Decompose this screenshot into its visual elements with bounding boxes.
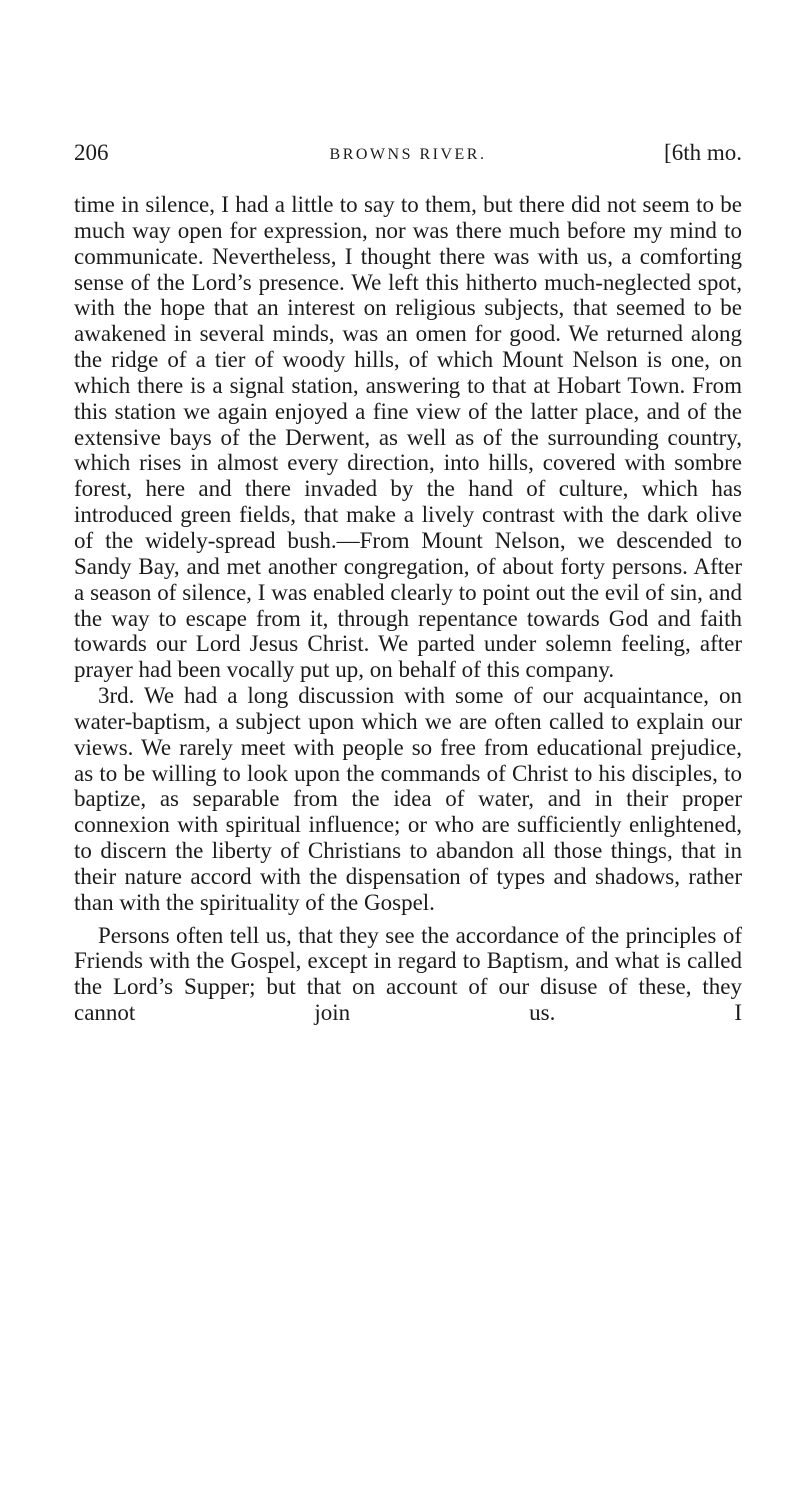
- paragraph-3: Persons often tell us, that they see the accordance of the principles of Friends with the Gospel, except in regard to Baptism, and what is called the Lord’s Supper; but that on account of our disuse of these, they cannot join us. I: [74, 922, 742, 1026]
- running-head: [74, 140, 742, 174]
- page-number: 206: [74, 140, 109, 165]
- paragraph-1: time in silence, I had a little to say to them, but there did not seem to be much way open for expression, nor was there much before my mind to communicate. Nevertheless, I thought there was with us, a comforting sense of the Lord’s presence. We left this hitherto much-neglected spot, with the hope that an interest on religious subjects, that seemed to be awakened in several minds, was an omen for good. We returned along the ridge of a tier of woody hills, of which Mount Nelson is one, on which there is a signal station, answering to that at Hobart Town. From this station we again enjoyed a fine view of the latter place, and of the extensive bays of the Derwent, as well as of the surrounding country, which rises in almost every direction, into hills, covered with sombre forest, here and there invaded by the hand of culture, which has introduced green fields, that make a lively contrast with the dark olive of the widely-spread bush.—From Mount Nelson, we descended to Sandy Bay, and met another congregation, of about forty persons. After a season of silence, I was enabled clearly to point out the evil of sin, and the way to escape from it, through repentance towards God and faith towards our Lord Jesus Christ. We parted under solemn feeling, after prayer had been vocally put up, on behalf of this company.: [74, 192, 742, 683]
- paragraph-2: 3rd. We had a long discussion with some of our acquaintance, on water-baptism, a subject upon which we are often called to explain our views. We rarely meet with people so free from educational prejudice, as to be willing to look upon the commands of Christ to his disciples, to baptize, as separable from the idea of water, and in their proper connexion with spiritual influence; or who are sufficiently enlightened, to discern the liberty of Christians to abandon all those things, that in their nature accord with the dispensation of types and shadows, rather than with the spirituality of the Gospel.: [74, 683, 742, 915]
- body-text: [74, 192, 742, 1026]
- running-title: BROWNS RIVER.: [329, 146, 487, 163]
- date-marker: [6th mo.: [664, 140, 742, 165]
